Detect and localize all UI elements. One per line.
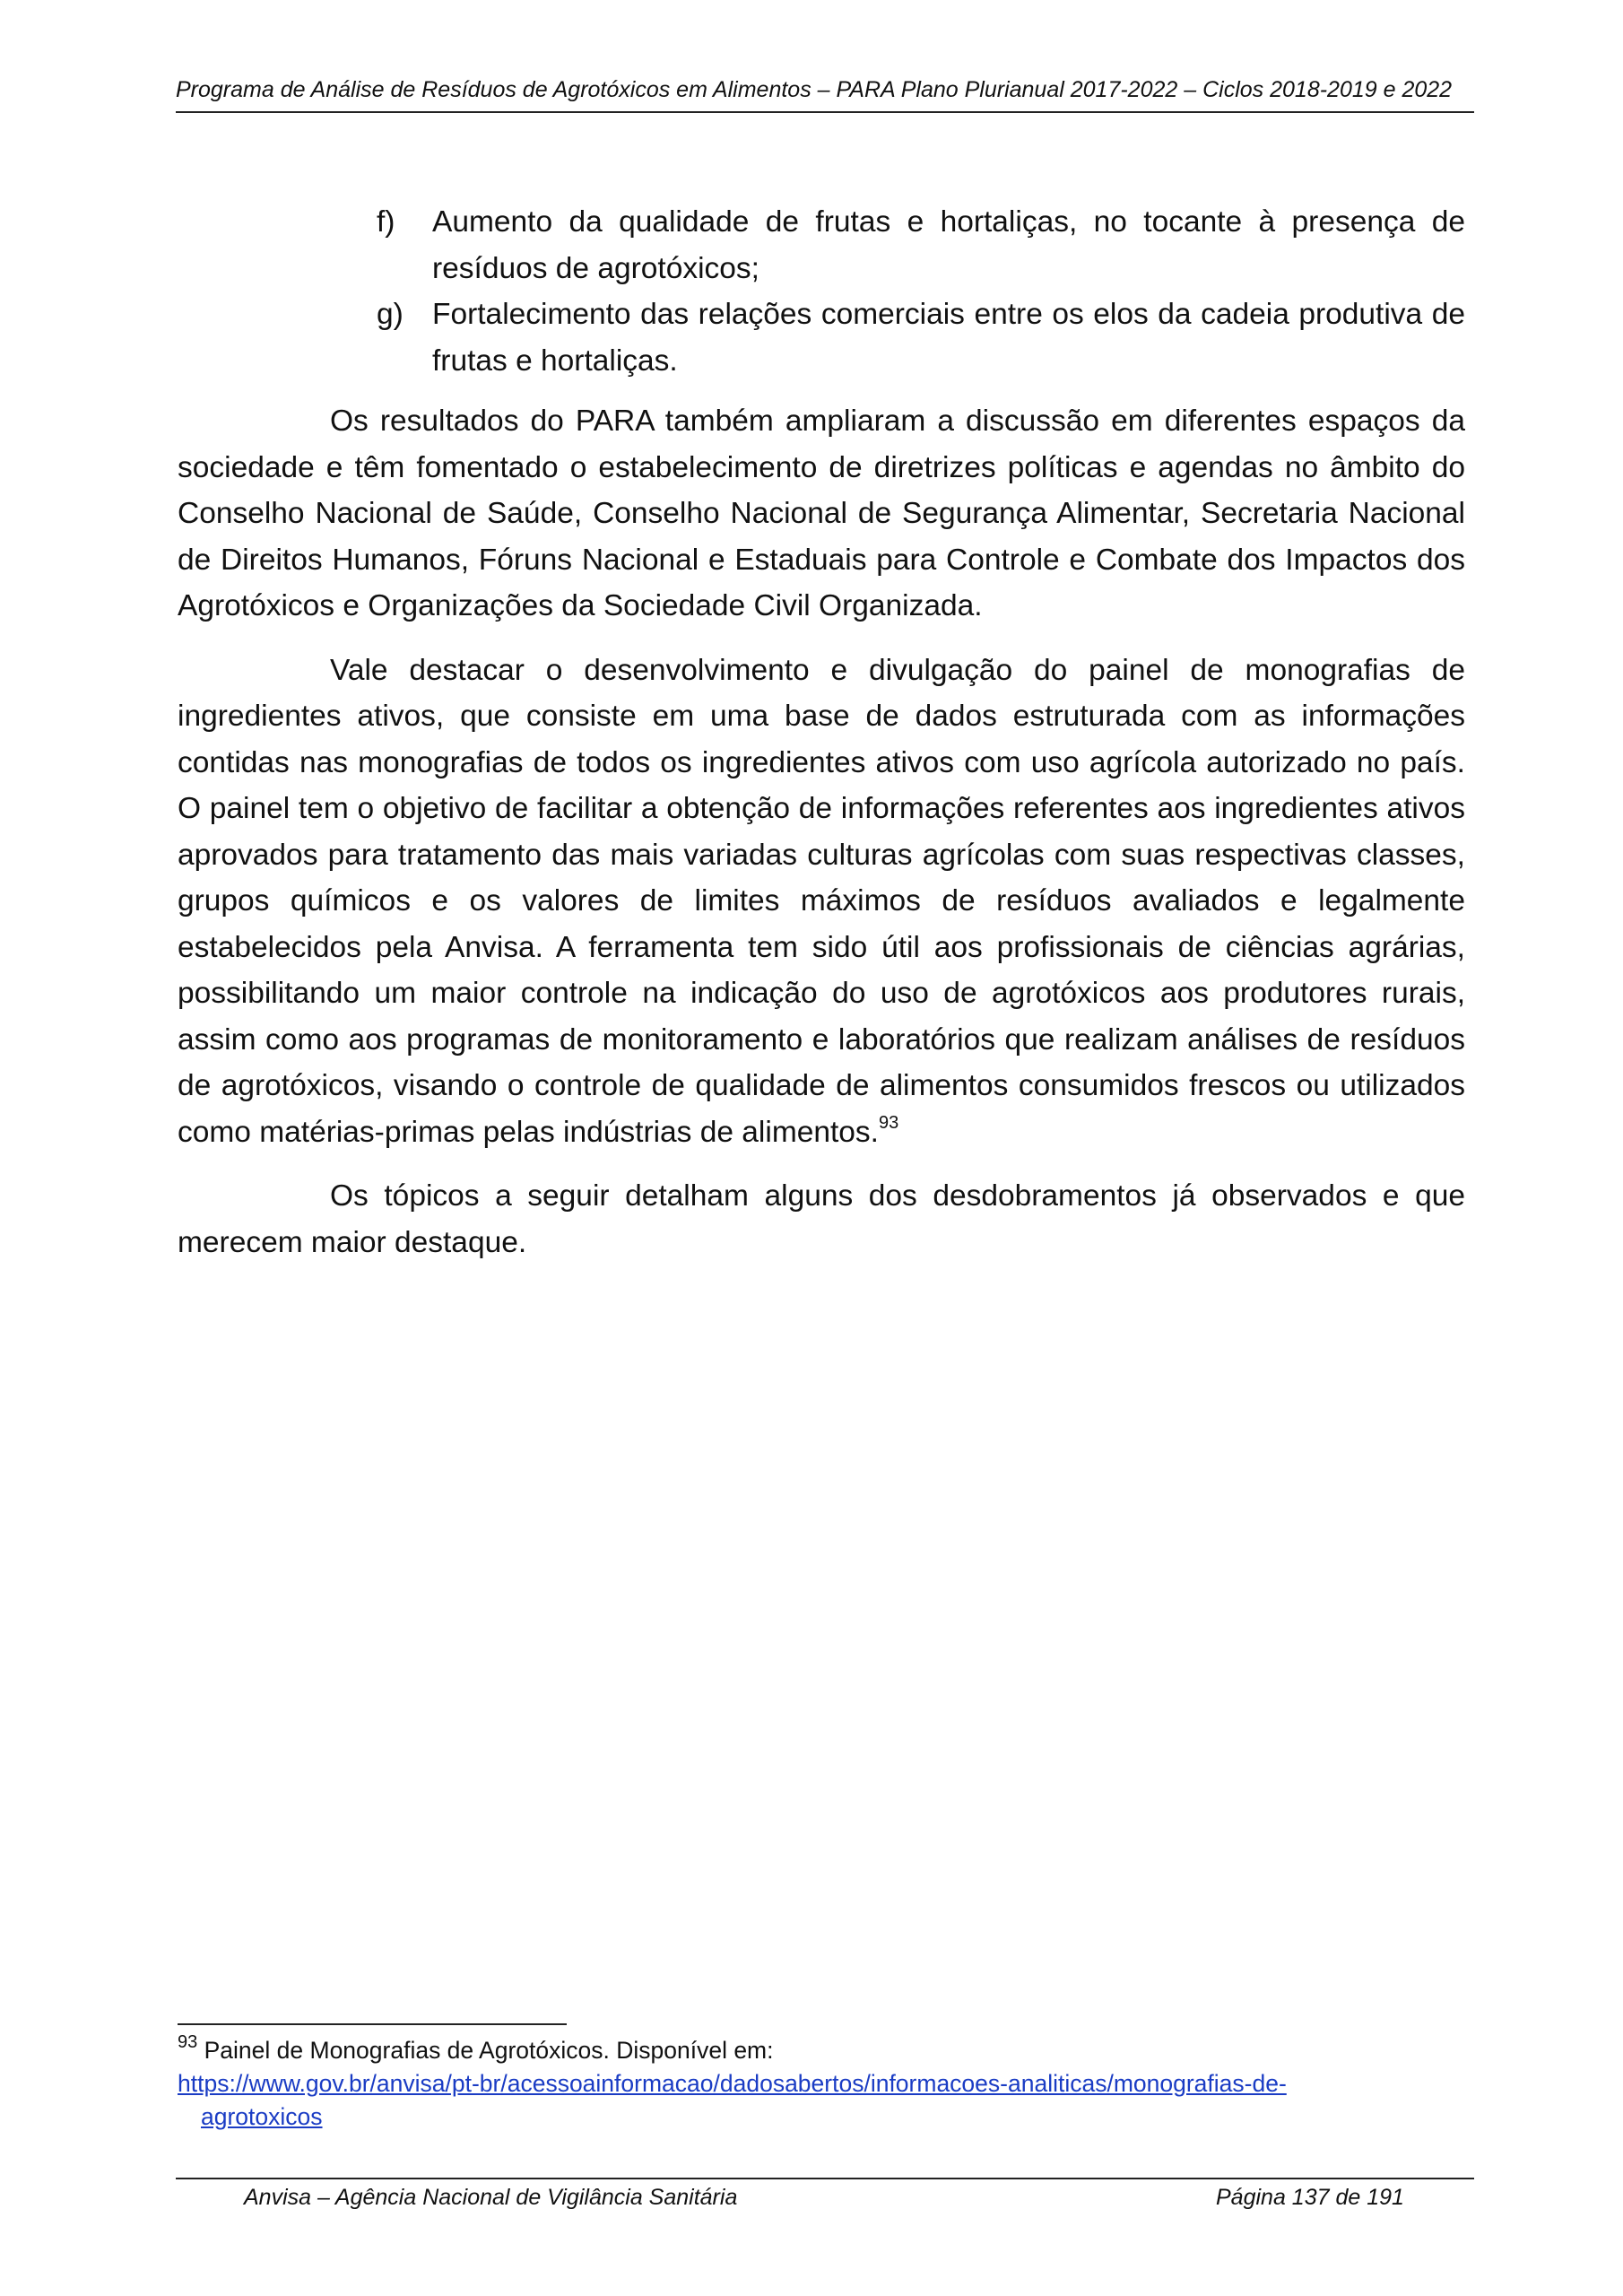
list-marker: g) [377, 298, 404, 331]
footnote-separator [178, 2023, 567, 2025]
list-item [375, 291, 1465, 384]
footnote-link-continuation[interactable]: agrotoxicos [201, 2103, 323, 2130]
footer-organization: Anvisa – Agência Nacional de Vigilância Sanitária [244, 2185, 738, 2210]
page-number: Página 137 de 191 [1216, 2185, 1404, 2210]
page-footer-rule [176, 2178, 1474, 2179]
list-item [375, 199, 1465, 291]
footnote-text-line [178, 2034, 1465, 2067]
paragraph [178, 648, 1465, 1156]
footnote-number: 93 [178, 2032, 198, 2053]
list-item-text: Aumento da qualidade de frutas e hortaliças, no tocante à presença de resíduos de agrotóxicos; [432, 205, 1465, 285]
paragraph: Os resultados do PARA também ampliaram a discussão em diferentes espaços da sociedade e têm fomentado o estabelecimento de diretrizes políticas e agendas no âmbito do Conselho Nacional de Saúde, Conselho Nacional de Segurança Alimentar, Secretaria Nacional de Direitos Humanos, Fóruns Nacional e Estaduais para Controle e Combate dos Impactos dos Agrotóxicos e Organizações da Sociedade Civil Organizada. [178, 404, 1465, 622]
footnote [178, 2034, 1465, 2134]
paragraph: Os tópicos a seguir detalham alguns dos desdobramentos já observados e que merecem maior destaque. [178, 1179, 1465, 1259]
footnote-reference[interactable]: 93 [878, 1113, 899, 1134]
main-content [178, 199, 1465, 1265]
footnote-link[interactable]: https://www.gov.br/anvisa/pt-br/acessoainformacao/dadosabertos/informacoes-analiticas/monografias-de- [178, 2070, 1287, 2097]
list-item-text: Fortalecimento das relações comerciais entre os elos da cadeia produtiva de frutas e hortaliças. [432, 298, 1465, 378]
running-header-title: Programa de Análise de Resíduos de Agrotóxicos em Alimentos – PARA Plano Plurianual 2017-2022 – Ciclos 2018-2019 e 2022 [176, 77, 1453, 102]
paragraph-text: Vale destacar o desenvolvimento e divulgação do painel de monografias de ingredientes ativos, que consiste em uma base de dados estruturada com as informações contidas nas monografias de todos os ingredientes ativos com uso agrícola autorizado no país. O painel tem o objetivo de facilitar a obtenção de informações referentes aos ingredientes ativos aprovados para tratamento das mais variadas culturas agrícolas com suas respectivas classes, grupos químicos e os valores de limites máximos de resíduos avaliados e legalmente estabelecidos pela Anvisa. A ferramenta tem sido útil aos profissionais de ciências agrárias, possibilitando um maior controle na indicação do uso de agrotóxicos aos produtores rurais, assim como aos programas de monitoramento e laboratórios que realizam análises de resíduos de agrotóxicos, visando o controle de qualidade de alimentos consumidos frescos ou utilizados como matérias-primas pelas indústrias de alimentos. [178, 653, 1465, 1149]
footnote-text: Painel de Monografias de Agrotóxicos. Disponível em: [204, 2037, 774, 2064]
page-header [176, 72, 1474, 113]
list-marker: f) [377, 205, 395, 239]
